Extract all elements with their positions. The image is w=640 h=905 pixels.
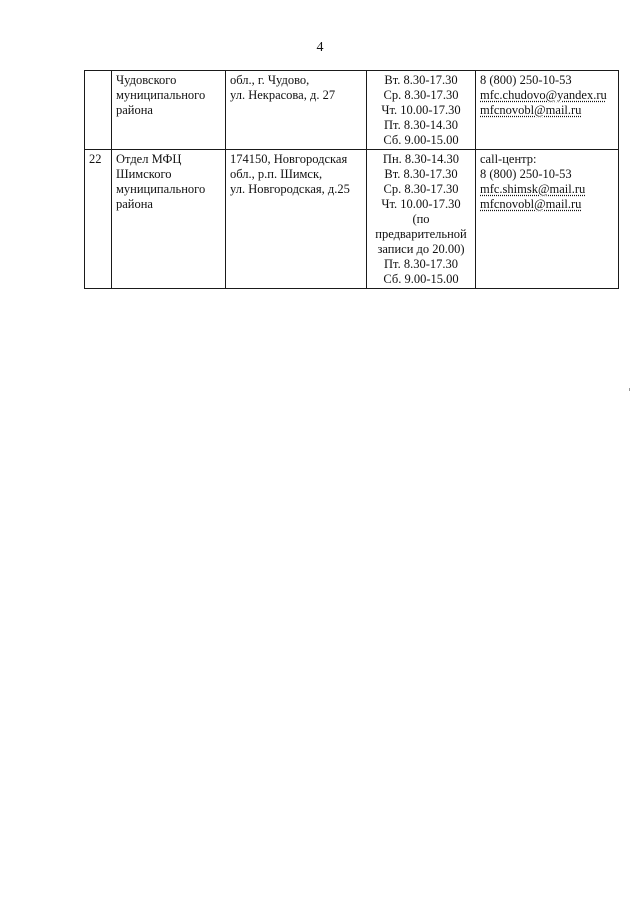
scan-artifact — [629, 388, 630, 391]
email-link[interactable]: mfcnovobl@mail.ru — [480, 103, 582, 117]
row-number-cell — [85, 71, 112, 150]
office-name-line: Отдел МФЦ — [116, 152, 182, 166]
call-center-label: call-центр: — [480, 152, 537, 166]
office-name-cell — [112, 71, 226, 150]
office-name-line: района — [116, 197, 153, 211]
hours-line: Пт. 8.30-17.30 — [384, 257, 458, 271]
address-cell — [226, 71, 367, 150]
address-line: ул. Некрасова, д. 27 — [230, 88, 336, 102]
contacts-cell — [476, 150, 619, 289]
email-link[interactable]: mfc.chudovo@yandex.ru — [480, 88, 607, 102]
row-number-cell — [85, 150, 112, 289]
hours-line: записи до 20.00) — [377, 242, 465, 256]
office-name-line: Шимского — [116, 167, 172, 181]
address-cell — [226, 150, 367, 289]
phone-number: 8 (800) 250-10-53 — [480, 167, 572, 181]
office-name-line: района — [116, 103, 153, 117]
hours-line: Чт. 10.00-17.30 — [381, 197, 461, 211]
hours-line: Чт. 10.00-17.30 — [381, 103, 461, 117]
hours-line: предварительной — [375, 227, 467, 241]
hours-line: Вт. 8.30-17.30 — [384, 73, 458, 87]
address-line: обл., р.п. Шимск, — [230, 167, 323, 181]
office-name-line: муниципального — [116, 182, 206, 196]
hours-line: Пн. 8.30-14.30 — [382, 152, 460, 166]
hours-line: (по — [412, 212, 430, 226]
table-row-chudovo — [85, 71, 619, 150]
hours-cell — [367, 150, 476, 289]
hours-line: Ср. 8.30-17.30 — [383, 182, 459, 196]
address-line: ул. Новгородская, д.25 — [230, 182, 350, 196]
email-link[interactable]: mfcnovobl@mail.ru — [480, 197, 582, 211]
office-name-line: муниципального — [116, 88, 206, 102]
mfc-offices-table — [84, 70, 619, 289]
table-row-shimsk — [85, 150, 619, 289]
contacts-cell — [476, 71, 619, 150]
page-number: 4 — [316, 40, 324, 55]
office-name-line: Чудовского — [116, 73, 177, 87]
address-line: обл., г. Чудово, — [230, 73, 310, 87]
hours-line: Ср. 8.30-17.30 — [383, 88, 459, 102]
phone-number: 8 (800) 250-10-53 — [480, 73, 572, 87]
office-name-cell — [112, 150, 226, 289]
hours-line: Пт. 8.30-14.30 — [384, 118, 458, 132]
address-line: 174150, Новгородская — [230, 152, 348, 166]
hours-cell — [367, 71, 476, 150]
hours-line: Сб. 9.00-15.00 — [383, 133, 459, 147]
row-number: 22 — [89, 152, 102, 166]
hours-line: Сб. 9.00-15.00 — [383, 272, 459, 286]
hours-line: Вт. 8.30-17.30 — [384, 167, 458, 181]
email-link[interactable]: mfc.shimsk@mail.ru — [480, 182, 586, 196]
